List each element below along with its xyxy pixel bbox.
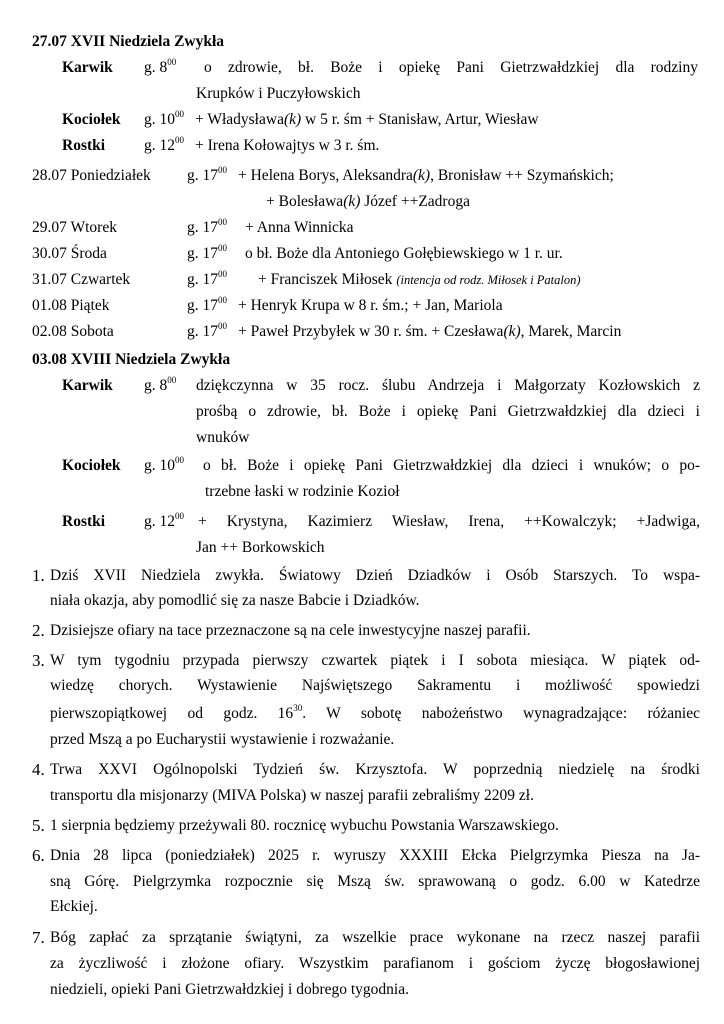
- mass-place-kociolek: Kociołek: [62, 111, 121, 128]
- mass-place-karwik: Karwik: [62, 59, 113, 76]
- announcement-number: 7.: [32, 928, 45, 947]
- weekday-label: 30.07 Środa: [32, 245, 107, 262]
- week2-heading: 03.08 XVIII Niedziela Zwykła: [32, 351, 231, 368]
- mass-place-kociolek: Kociołek: [62, 457, 121, 474]
- announcement-number: 5.: [32, 816, 45, 835]
- mass-intention-line: + Paweł Przybyłek w 30 r. śm. + Czesława(k), Marek, Marcin: [238, 323, 622, 340]
- mass-time: g. $10^{00}$: [144, 109, 184, 128]
- mass-intention-line: + Anna Winnicka: [245, 219, 354, 236]
- weekday-label: 02.08 Sobota: [32, 323, 114, 340]
- announcement-number: 4.: [32, 760, 45, 779]
- mass-intention-line: + Władysława(k) w 5 r. śm + Stanisław, Artur, Wiesław: [195, 111, 539, 128]
- mass-intention-line: + Franciszek Miłosek (intencja od rodz. Miłosek i Patalon): [258, 271, 581, 288]
- announcement-line: 1 sierpnia będziemy przeżywali 80. rocznicę wybuchu Powstania Warszawskiego.: [50, 817, 559, 834]
- mass-time: g. $17^{00}$: [187, 165, 227, 184]
- mass-intention-line: + Henryk Krupa w 8 r. śm.; + Jan, Mariola: [238, 297, 503, 314]
- announcement-line: Dnia 28 lipca (poniedziałek) 2025 r. wyruszy XXXIII Ełcka Pielgrzymka Piesza na Ja-: [50, 847, 700, 864]
- mass-time: g. $12^{00}$: [144, 511, 184, 530]
- mass-place-rostki: Rostki: [62, 513, 106, 530]
- mass-intention-line: wnuków: [196, 429, 250, 446]
- weekday-label: 01.08 Piątek: [32, 297, 110, 314]
- announcement-line: Dziś XVII Niedziela zwykła. Światowy Dzień Dziadków i Osób Starszych. To wspa-: [50, 567, 700, 584]
- mass-intention-line: Jan ++ Borkowskich: [196, 539, 325, 556]
- announcement-line: sną Górę. Pielgrzymka rozpocznie się Mszą św. sprawowaną o godz. 6.00 w Katedrze: [50, 873, 700, 890]
- mass-intention-line: + Irena Kołowajtys w 3 r. śm.: [195, 137, 380, 154]
- weekday-label: 28.07 Poniedziałek: [32, 167, 151, 184]
- mass-time: g. $17^{00}$: [187, 217, 227, 236]
- announcement-line: W tym tygodniu przypada pierwszy czwartek piątek i I sobota miesiąca. W piątek od-: [50, 652, 700, 669]
- announcement-line: Ełckiej.: [50, 898, 98, 915]
- mass-intention-line: Krupków i Puczyłowskich: [196, 85, 361, 102]
- mass-time: g. $17^{00}$: [187, 321, 227, 340]
- mass-time: g. $17^{00}$: [187, 295, 227, 314]
- announcement-number: 6.: [32, 846, 45, 865]
- mass-time: g. $17^{00}$: [187, 269, 227, 288]
- mass-intention-line: trzebne łaski w rodzinie Kozioł: [205, 483, 400, 500]
- announcement-line: niała okazja, aby pomodlić się za nasze Babcie i Dziadków.: [50, 592, 420, 609]
- mass-intention-line: o zdrowie, bł. Boże i opiekę Pani Gietrzwałdzkiej dla rodziny: [204, 59, 698, 76]
- mass-intention-line: + Helena Borys, Aleksandra(k), Bronisław ++ Szymańskich;: [238, 167, 614, 184]
- mass-intention-line: prośbą o zdrowie, bł. Boże i opiekę Pani Gietrzwałdzkiej dla dzieci i: [196, 403, 700, 420]
- announcement-line: pierwszopiątkowej od godz. $16^{30}$. W sobotę nabożeństwo wynagradzające: różaniec: [50, 703, 700, 722]
- announcement-line: Trwa XXVI Ogólnopolski Tydzień św. Krzysztofa. W poprzednią niedzielę na środki: [50, 761, 700, 778]
- mass-intention-line: o bł. Boże i opiekę Pani Gietrzwałdzkiej dla dzieci i wnuków; o po-: [203, 457, 700, 474]
- announcement-line: za życzliwość i złożone ofiary. Wszystkim parafianom i gościom życzę błogosławionej: [50, 955, 700, 972]
- intention-note: (intencja od rodz. Miłosek i Patalon): [396, 273, 581, 287]
- mass-time: g. $17^{00}$: [187, 243, 227, 262]
- announcement-number: 1.: [32, 566, 45, 585]
- mass-time: g. $12^{00}$: [144, 135, 184, 154]
- mass-intention-line: + Krystyna, Kazimierz Wiesław, Irena, ++Kowalczyk; +Jadwiga,: [198, 513, 700, 530]
- announcement-line: Bóg zapłać za sprzątanie świątyni, za wszelkie prace wykonane na rzecz naszej parafii: [50, 929, 700, 946]
- mass-place-karwik: Karwik: [62, 377, 113, 394]
- mass-intention-line: + Bolesława(k) Józef ++Zadroga: [266, 193, 470, 210]
- mass-time: g. $10^{00}$: [144, 455, 184, 474]
- mass-intention-line: dziękczynna w 35 rocz. ślubu Andrzeja i Małgorzaty Kozłowskich z: [196, 377, 700, 394]
- weekday-label: 31.07 Czwartek: [32, 271, 131, 288]
- announcement-number: 2.: [32, 621, 45, 640]
- announcement-line: niedzieli, opieki Pani Gietrzwałdzkiej i dobrego tygodnia.: [50, 981, 409, 998]
- weekday-label: 29.07 Wtorek: [32, 219, 117, 236]
- announcement-line: transportu dla misjonarzy (MIVA Polska) w naszej parafii zebraliśmy 2209 zł.: [50, 787, 534, 804]
- mass-time: g. $8^{00}$: [144, 375, 177, 394]
- week1-heading: 27.07 XVII Niedziela Zwykła: [32, 33, 225, 50]
- announcement-line: Dzisiejsze ofiary na tace przeznaczone są na cele inwestycyjne naszej parafii.: [50, 622, 531, 639]
- announcement-line: przed Mszą a po Eucharystii wystawienie i rozważanie.: [50, 731, 395, 748]
- mass-time: g. $8^{00}$: [144, 57, 177, 76]
- announcement-number: 3.: [32, 651, 45, 670]
- mass-place-rostki: Rostki: [62, 137, 106, 154]
- mass-intention-line: o bł. Boże dla Antoniego Gołębiewskiego w 1 r. ur.: [245, 245, 563, 262]
- announcement-line: wiedzę chorych. Wystawienie Najświętszego Sakramentu i możliwość spowiedzi: [50, 677, 700, 694]
